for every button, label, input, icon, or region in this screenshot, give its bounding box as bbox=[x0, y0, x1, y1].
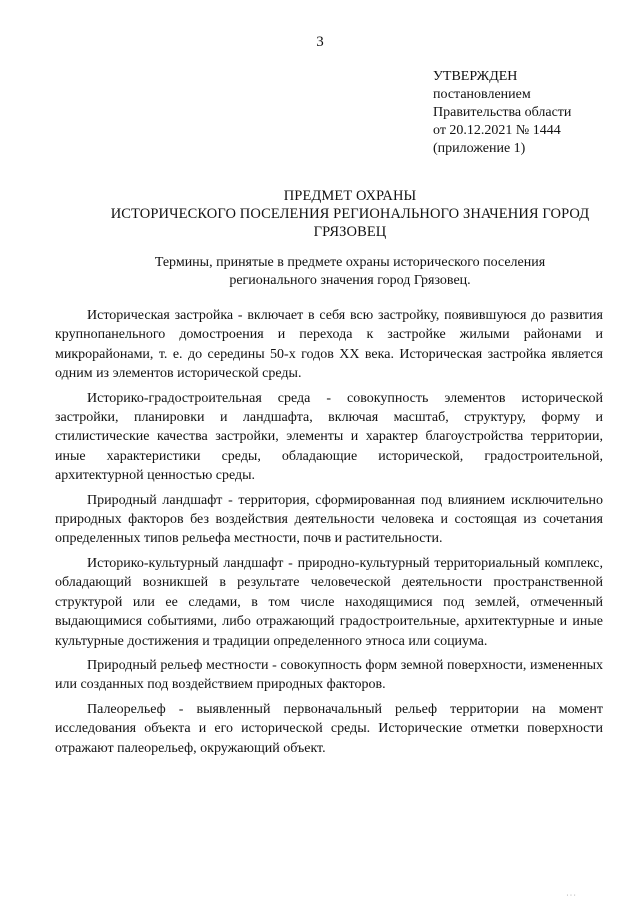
approval-stamp bbox=[433, 68, 571, 158]
approval-line: Правительства области bbox=[433, 105, 572, 120]
terms-heading bbox=[100, 254, 600, 290]
title-line: ИСТОРИЧЕСКОГО ПОСЕЛЕНИЯ РЕГИОНАЛЬНОГО ЗНАЧЕНИЯ ГОРОД bbox=[110, 206, 590, 222]
approval-line: от 20.12.2021 № 1444 bbox=[433, 123, 561, 138]
paragraph-urban-environment: Историко-градостроительная среда - совокупность элементов исторической застройки, планировки и ландшафта, включая масштаб, структуру, форму и стилистические качества застройки, элементы и характер благоустройства территории, иные характеристики среды, обладающие исторической, градостроительной, архитектурной ценностью среды. bbox=[55, 390, 603, 484]
page-number: 3 bbox=[316, 34, 324, 50]
paragraph-paleorelief: Палеорельеф - выявленный первоначальный рельеф территории на момент исследования объекта и его исторической среды. Исторические отметки поверхности отражают палеорельеф, окружающий объект. bbox=[55, 701, 603, 756]
approval-line: (приложение 1) bbox=[433, 141, 526, 156]
subtitle-line: Термины, принятые в предмете охраны исторического поселения bbox=[154, 255, 546, 270]
document-title bbox=[80, 187, 620, 241]
paragraph-historic-buildings: Историческая застройка - включает в себя всю застройку, появившуюся до развития крупнопанельного домостроения и перехода к застройке жилыми районами и микрорайонами, т. е. до середины 50-х годов XX века. Историческая застройка является одним из элементов исторической среды. bbox=[55, 308, 603, 382]
paragraph-cultural-landscape: Историко-культурный ландшафт - природно-культурный территориальный комплекс, обладающий возникшей в результате человеческой деятельности пространственной структурой или ее следами, в том числе находящимися под землей, отмеченный выдающимися событиями, либо отражающий градостроительные, архитектурные и иные культурные достижения и традиции определенного этноса или социума. bbox=[55, 555, 603, 649]
paragraph-natural-landscape: Природный ландшафт - территория, сформированная под влиянием исключительно природных факторов без воздействия деятельности человека и состоящая из сочетания определенных типов рельефа местности, почв и растительности. bbox=[55, 492, 603, 547]
title-line: ГРЯЗОВЕЦ bbox=[313, 224, 387, 240]
title-line: ПРЕДМЕТ ОХРАНЫ bbox=[283, 188, 417, 204]
approval-line: УТВЕРЖДЕН bbox=[433, 69, 518, 84]
approval-line: постановлением bbox=[433, 87, 531, 102]
footer-mark: ˙˙˙ bbox=[566, 893, 577, 902]
document-body bbox=[55, 306, 603, 763]
subtitle-line: регионального значения город Грязовец. bbox=[229, 273, 471, 288]
paragraph-natural-relief: Природный рельеф местности - совокупность форм земной поверхности, измененных или созданных под воздействием природных факторов. bbox=[55, 657, 603, 693]
